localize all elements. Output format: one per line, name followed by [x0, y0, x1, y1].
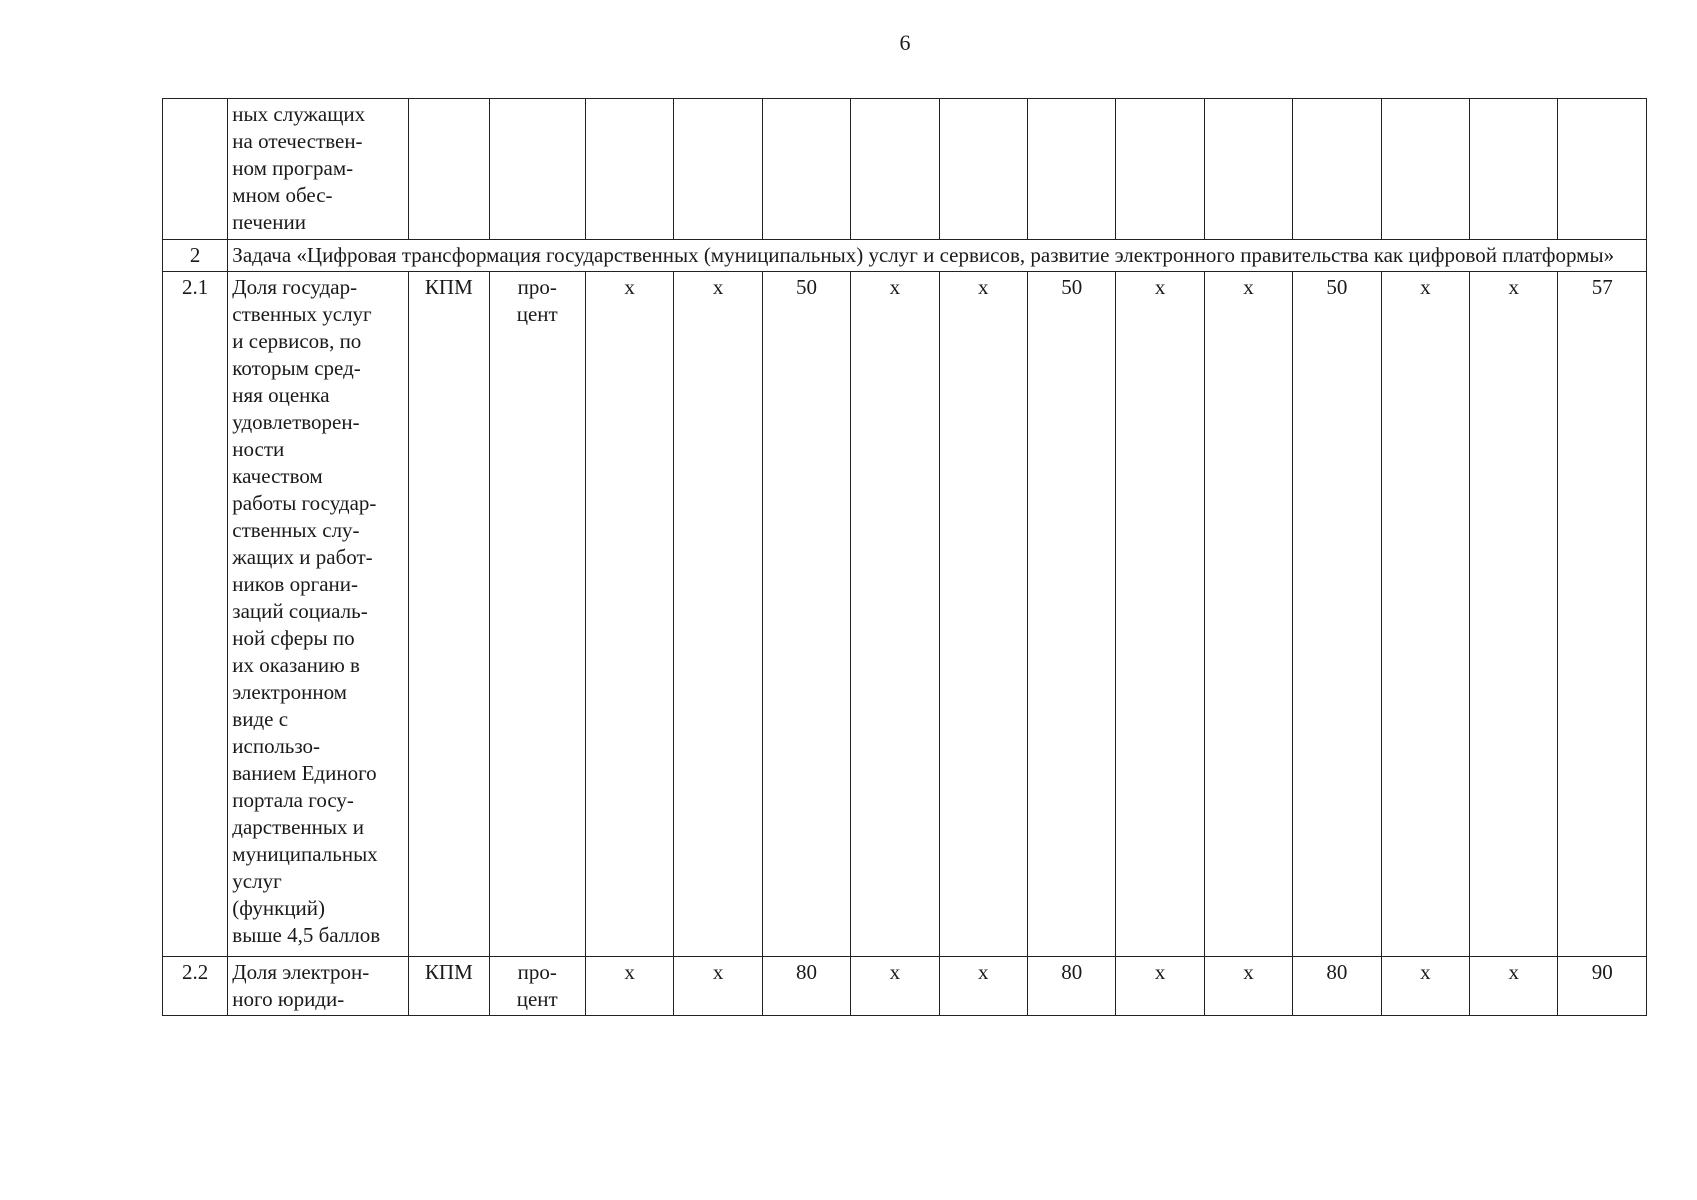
- name-line: качеством: [232, 464, 323, 488]
- value-cell: х: [585, 272, 673, 957]
- name-line: мном обес-: [232, 183, 333, 207]
- value-cell: 80: [762, 957, 850, 1016]
- indicator-name-cell: [228, 99, 409, 240]
- indicator-name-cell: [228, 272, 409, 957]
- name-line: ных служащих: [232, 102, 366, 126]
- level-cell: КПМ: [409, 272, 489, 957]
- value-cell: х: [939, 272, 1027, 957]
- value-cell: 50: [762, 272, 850, 957]
- value-cell: х: [1470, 957, 1558, 1016]
- name-line: ственных слу-: [232, 518, 360, 542]
- value-cell: 80: [1028, 957, 1116, 1016]
- name-line: ников органи-: [232, 572, 358, 596]
- value-cell: 50: [1293, 272, 1381, 957]
- row-number-cell: [163, 99, 228, 240]
- table-row-continuation: [163, 99, 1647, 240]
- name-line: услуг: [232, 869, 282, 893]
- name-line: ном програм-: [232, 156, 354, 180]
- empty-cell: [1116, 99, 1204, 240]
- name-line: их оказанию в: [232, 653, 360, 677]
- value-cell: х: [1381, 272, 1469, 957]
- empty-cell: [409, 99, 489, 240]
- page-number: 6: [899, 30, 911, 55]
- empty-cell: [1470, 99, 1558, 240]
- value-cell: 57: [1558, 272, 1647, 957]
- name-line: и сервисов, по: [232, 329, 362, 353]
- empty-cell: [851, 99, 939, 240]
- name-line: использо-: [232, 734, 321, 758]
- empty-cell: [1381, 99, 1469, 240]
- name-line: удовлетворен-: [232, 410, 360, 434]
- value-cell: х: [1116, 957, 1204, 1016]
- name-line: заций социаль-: [232, 599, 368, 623]
- name-line: жащих и работ-: [232, 545, 373, 569]
- name-line: муниципальных: [232, 842, 378, 866]
- name-line: дарственных и: [232, 815, 364, 839]
- value-cell: 50: [1028, 272, 1116, 957]
- empty-cell: [674, 99, 762, 240]
- name-line: ного юриди-: [232, 987, 345, 1011]
- indicator-name-cell: [228, 957, 409, 1016]
- value-cell: х: [1204, 272, 1292, 957]
- value-cell: х: [674, 272, 762, 957]
- value-cell: х: [939, 957, 1027, 1016]
- empty-cell: [489, 99, 585, 240]
- value-cell: х: [851, 272, 939, 957]
- value-cell: х: [1116, 272, 1204, 957]
- unit-line: цент: [516, 987, 558, 1011]
- empty-cell: [1204, 99, 1292, 240]
- name-line: ной сферы по: [232, 626, 355, 650]
- empty-cell: [585, 99, 673, 240]
- name-line: работы государ-: [232, 491, 377, 515]
- indicator-number-cell: 2.1: [163, 272, 228, 957]
- value-cell: х: [851, 957, 939, 1016]
- value-cell: 90: [1558, 957, 1647, 1016]
- name-line: которым сред-: [232, 356, 361, 380]
- name-line: ственных услуг: [232, 302, 372, 326]
- table-row-indicator-2-1: [163, 272, 1647, 957]
- unit-line: цент: [516, 302, 558, 326]
- name-line: Доля электрон-: [232, 960, 370, 984]
- name-line: виде с: [232, 707, 289, 731]
- name-line: электронном: [232, 680, 347, 704]
- table-row-task: [163, 240, 1647, 272]
- indicators-table: [162, 98, 1647, 1016]
- name-line: ванием Единого: [232, 761, 377, 785]
- name-line: няя оценка: [232, 383, 330, 407]
- value-cell: х: [1470, 272, 1558, 957]
- empty-cell: [762, 99, 850, 240]
- value-cell: х: [1381, 957, 1469, 1016]
- unit-line: про-: [517, 960, 557, 984]
- value-cell: х: [674, 957, 762, 1016]
- value-cell: х: [585, 957, 673, 1016]
- name-line: выше 4,5 баллов: [232, 923, 381, 947]
- name-line: Доля государ-: [232, 275, 358, 299]
- value-cell: х: [1204, 957, 1292, 1016]
- empty-cell: [1293, 99, 1381, 240]
- table-row-indicator-2-2: [163, 957, 1647, 1016]
- name-line: на отечествен-: [232, 129, 363, 153]
- name-line: (функций): [232, 896, 326, 920]
- empty-cell: [939, 99, 1027, 240]
- task-title-cell: Задача «Цифровая трансформация государственных (муниципальных) услуг и сервисов, развитие электронного правительства как цифровой платформы»: [228, 240, 1647, 272]
- name-line: ности: [232, 437, 285, 461]
- indicator-number-cell: 2.2: [163, 957, 228, 1016]
- empty-cell: [1028, 99, 1116, 240]
- unit-cell: [489, 957, 585, 1016]
- task-number-cell: 2: [163, 240, 228, 272]
- name-line: портала госу-: [232, 788, 354, 812]
- empty-cell: [1558, 99, 1647, 240]
- level-cell: КПМ: [409, 957, 489, 1016]
- unit-cell: [489, 272, 585, 957]
- value-cell: 80: [1293, 957, 1381, 1016]
- unit-line: про-: [517, 275, 557, 299]
- name-line: печении: [232, 210, 306, 234]
